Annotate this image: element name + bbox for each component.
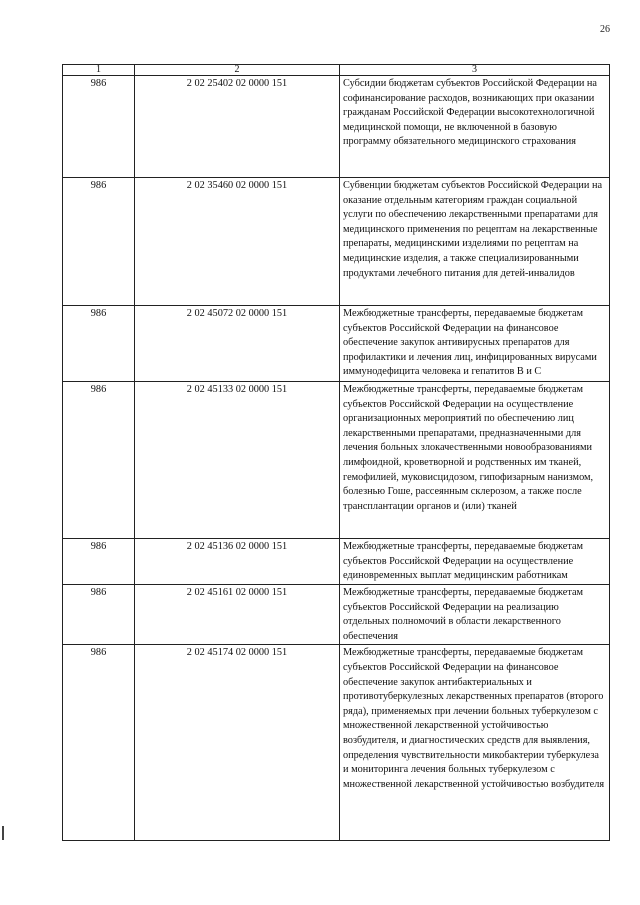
kbk-code-cell: 2 02 45133 02 0000 151 [135,382,340,539]
admin-code-cell: 986 [63,178,135,306]
column-header-3: 3 [340,65,610,76]
admin-code-cell: 986 [63,539,135,585]
admin-code-cell: 986 [63,645,135,841]
kbk-code-cell: 2 02 45174 02 0000 151 [135,645,340,841]
budget-classification-table [62,64,610,841]
description-cell: Межбюджетные трансферты, передаваемые бюджетам субъектов Российской Федерации на осуществление организационных мероприятий по обеспечению лиц лекарственными препаратами, предназначенными для лечения больных злокачественными новообразованиями лимфоидной, кроветворной и родственных им тканей, гемофилией, муковисцидозом, гипофизарным нанизмом, болезнью Гоше, рассеянным склерозом, а также после трансплантации органов и (или) тканей [340,382,610,539]
description-cell: Межбюджетные трансферты, передаваемые бюджетам субъектов Российской Федерации на финансовое обеспечение закупок антивирусных препаратов для профилактики и лечения лиц, инфицированных вирусами иммунодефицита человека и гепатитов В и С [340,306,610,382]
table-row [63,76,610,178]
admin-code-cell: 986 [63,382,135,539]
column-header-2: 2 [135,65,340,76]
description-cell: Межбюджетные трансферты, передаваемые бюджетам субъектов Российской Федерации на осуществление единовременных выплат медицинским работникам [340,539,610,585]
admin-code-cell: 986 [63,585,135,645]
table-row [63,382,610,539]
description-cell: Межбюджетные трансферты, передаваемые бюджетам субъектов Российской Федерации на реализацию отдельных полномочий в области лекарственного обеспечения [340,585,610,645]
table-row [63,585,610,645]
table-row [63,645,610,841]
admin-code-cell: 986 [63,306,135,382]
kbk-code-cell: 2 02 45136 02 0000 151 [135,539,340,585]
kbk-code-cell: 2 02 25402 02 0000 151 [135,76,340,178]
scan-margin-mark [2,826,4,840]
table-header-row [63,65,610,76]
column-header-1: 1 [63,65,135,76]
kbk-code-cell: 2 02 45072 02 0000 151 [135,306,340,382]
admin-code-cell: 986 [63,76,135,178]
table-row [63,178,610,306]
description-cell: Межбюджетные трансферты, передаваемые бюджетам субъектов Российской Федерации на финансовое обеспечение закупок антибактериальных и противотуберкулезных лекарственных препаратов (второго ряда), применяемых при лечении больных туберкулезом с множественной лекарственной устойчивостью возбудителя, и диагностических средств для выявления, определения чувствительности микобактерии туберкулеза и мониторинга лечения больных туберкулезом с множественной лекарственной устойчивостью возбудителя [340,645,610,841]
table-row [63,539,610,585]
kbk-code-cell: 2 02 35460 02 0000 151 [135,178,340,306]
description-cell: Субсидии бюджетам субъектов Российской Федерации на софинансирование расходов, возникающих при оказании гражданам Российской Федерации высокотехнологичной медицинской помощи, не включенной в базовую программу обязательного медицинского страхования [340,76,610,178]
table-row [63,306,610,382]
page-number: 26 [600,24,610,35]
kbk-code-cell: 2 02 45161 02 0000 151 [135,585,340,645]
description-cell: Субвенции бюджетам субъектов Российской Федерации на оказание отдельным категориям граждан социальной услуги по обеспечению лекарственными препаратами для медицинского применения по рецептам на лекарственные препараты, медицинскими изделиями по рецептам на медицинские изделия, а также специализированными продуктами лечебного питания для детей-инвалидов [340,178,610,306]
